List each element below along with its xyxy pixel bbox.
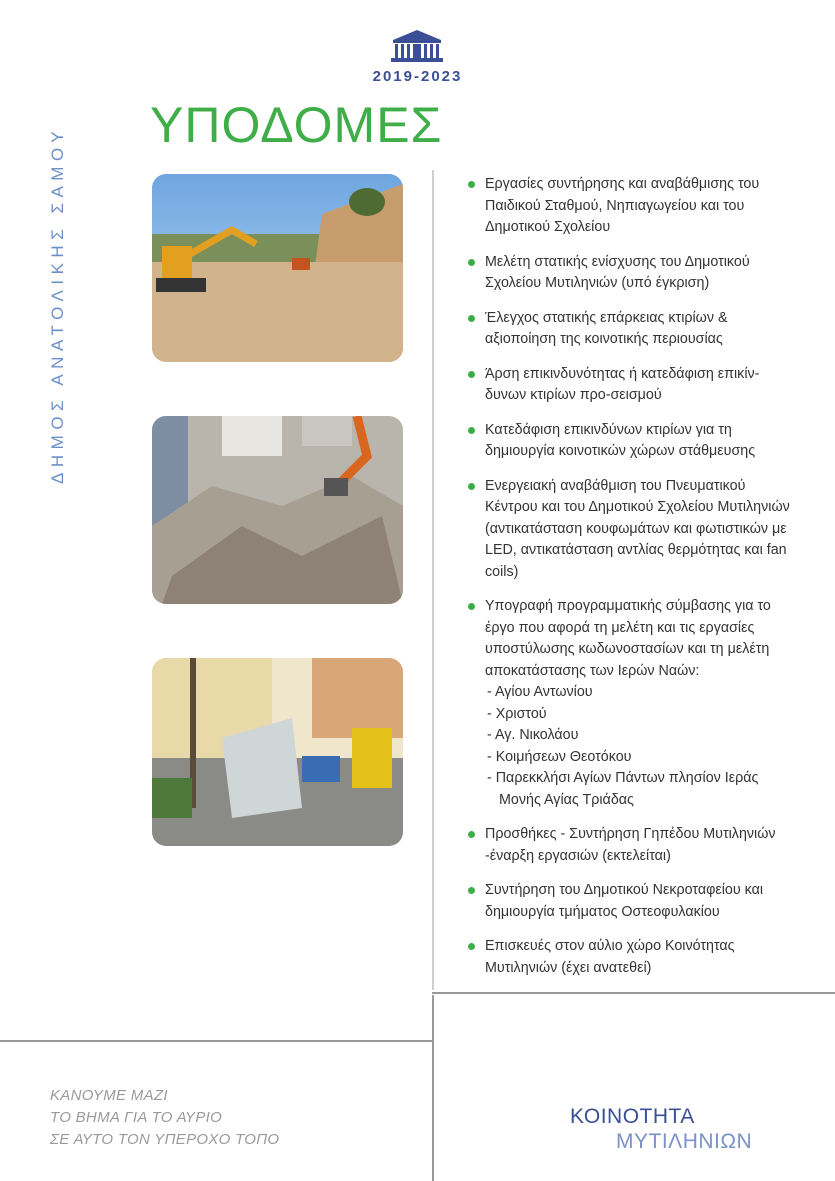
list-item: Άρση επικινδυνότητας ή κατεδάφιση επικίν-δυνων κτιρίων προ-σεισμού (468, 364, 798, 407)
list-item: Υπογραφή προγραμματικής σύμβασης για το έργο που αφορά τη μελέτη και τις εργασίες υποστύλωσης κωδωνοστασίων και τη μελέτη αποκατάστασης των Ιερών Ναών: - Αγίου Αντωνίου - Χριστού - Αγ. Νικολάου - Κοιμήσεων Θεοτόκου - Παρεκκλήσι Αγίων Πάντων πλησίον Ιεράς Μονής Αγίας Τριάδας (468, 596, 798, 811)
term-years: 2019-2023 (372, 68, 463, 85)
list-item: Συντήρηση του Δημοτικού Νεκροταφείου και δημιουργία τμήματος Οστεοφυλακίου (468, 880, 798, 923)
list-item: Επισκευές στον αύλιο χώρο Κοινότητας Μυτιληνιών (έχει ανατεθεί) (468, 936, 798, 979)
list-item: Έλεγχος στατικής επάρκειας κτιρίων & αξιοποίηση της κοινοτικής περιουσίας (468, 308, 798, 351)
list-item: Κατεδάφιση επικινδύνων κτιρίων για τη δημιουργία κοινοτικών χώρων στάθμευσης (468, 420, 798, 463)
section-divider-left (0, 1040, 432, 1042)
demolition-rubble-photo (152, 416, 403, 604)
page-title: ΥΠΟΔΟΜΕΣ (150, 97, 443, 153)
section-divider-right (432, 992, 835, 994)
town-hall-building-icon (389, 28, 445, 64)
church-sub-item: - Παρεκκλήσι Αγίων Πάντων πλησίον Ιεράς (487, 770, 759, 786)
kiosk-demolition-street-photo (152, 658, 403, 846)
footer-divider (432, 995, 434, 1181)
list-item: Μελέτη στατικής ενίσχυσης του Δημοτικού Σχολείου Μυτιληνιών (υπό έγκριση) (468, 252, 798, 295)
church-sub-item: - Χριστού (487, 705, 547, 722)
church-sub-item: - Αγίου Αντωνίου (487, 684, 593, 700)
slogan: ΚΑΝΟΥΜΕ ΜΑΖΙ ΤΟ ΒΗΜΑ ΓΙΑ ΤΟ ΑΥΡΙΟ ΣΕ ΑΥΤΟ ΤΟΝ ΥΠΕΡΟΧΟ ΤΟΠΟ (50, 1087, 280, 1148)
excavator-construction-site-photo (152, 174, 403, 362)
church-sub-item: - Κοιμήσεων Θεοτόκου (487, 748, 632, 765)
municipality-label: ΔΗΜΟΣ ΑΝΑΤΟΛΙΚΗΣ ΣΑΜΟΥ (48, 126, 67, 484)
community-name: ΚΟΙΝΟΤΗΤΑ ΜΥΤΙΛΗΝΙΩΝ (570, 1105, 753, 1153)
column-divider (432, 170, 434, 990)
list-item: Προσθήκες - Συντήρηση Γηπέδου Μυτιληνιών -έναρξη εργασιών (εκτελείται) (468, 824, 798, 867)
projects-list (468, 174, 798, 992)
church-sub-item: Μονής Αγίας Τριάδας (499, 791, 634, 808)
list-item: Ενεργειακή αναβάθμιση του Πνευματικού Κέντρου και του Δημοτικού Σχολείου Μυτιληνιών (αντικατάσταση κουφωμάτων και φωτιστικών με LED, αντικατάσταση αντλίας θερμότητας και fan coils) (468, 476, 798, 584)
church-sub-item: - Αγ. Νικολάου (487, 727, 579, 743)
list-item: Εργασίες συντήρησης και αναβάθμισης του Παιδικού Σταθμού, Νηπιαγωγείου και του Δημοτικού Σχολείου (468, 174, 798, 239)
